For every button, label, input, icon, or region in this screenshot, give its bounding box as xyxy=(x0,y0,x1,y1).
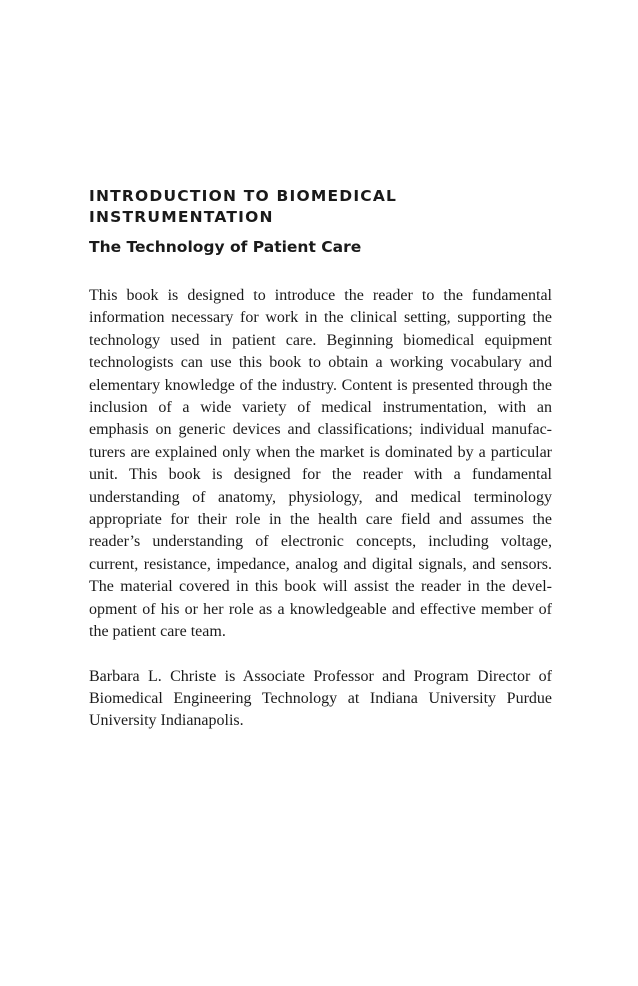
author-bio: Barbara L. Christe is Associate Professor and Program Director of Biomedical Engineering Technology at Indiana University Purdue University Indianapolis. xyxy=(89,667,552,730)
book-title: INTRODUCTION TO BIOMEDICAL INSTRUMENTATION xyxy=(89,187,398,226)
book-subtitle: The Technology of Patient Care xyxy=(89,238,362,256)
book-description-page xyxy=(89,186,552,733)
book-description: This book is designed to introduce the reader to the fundamental information necessary for work in the clinical setting, supporting the technology used in patient care. Beginning biomedical equipment technologists can use this book to obtain a working vocabulary and elementary knowledge of the industry. Content is presented through the inclusion of a wide variety of medical instrumentation, with an emphasis on generic devices and classifications; individual manufacturers are explained only when the market is dominated by a particular unit. This book is designed for the reader with a fundamental understanding of anatomy, physiology, and medical terminology appropriate for their role in the health care field and assumes the reader’s understanding of electronic concepts, including voltage, current, resistance, impedance, analog and digital signals, and sensors. The material covered in this book will assist the reader in the development of his or her role as a knowledgeable and effective member of the patient care team. xyxy=(89,287,552,641)
